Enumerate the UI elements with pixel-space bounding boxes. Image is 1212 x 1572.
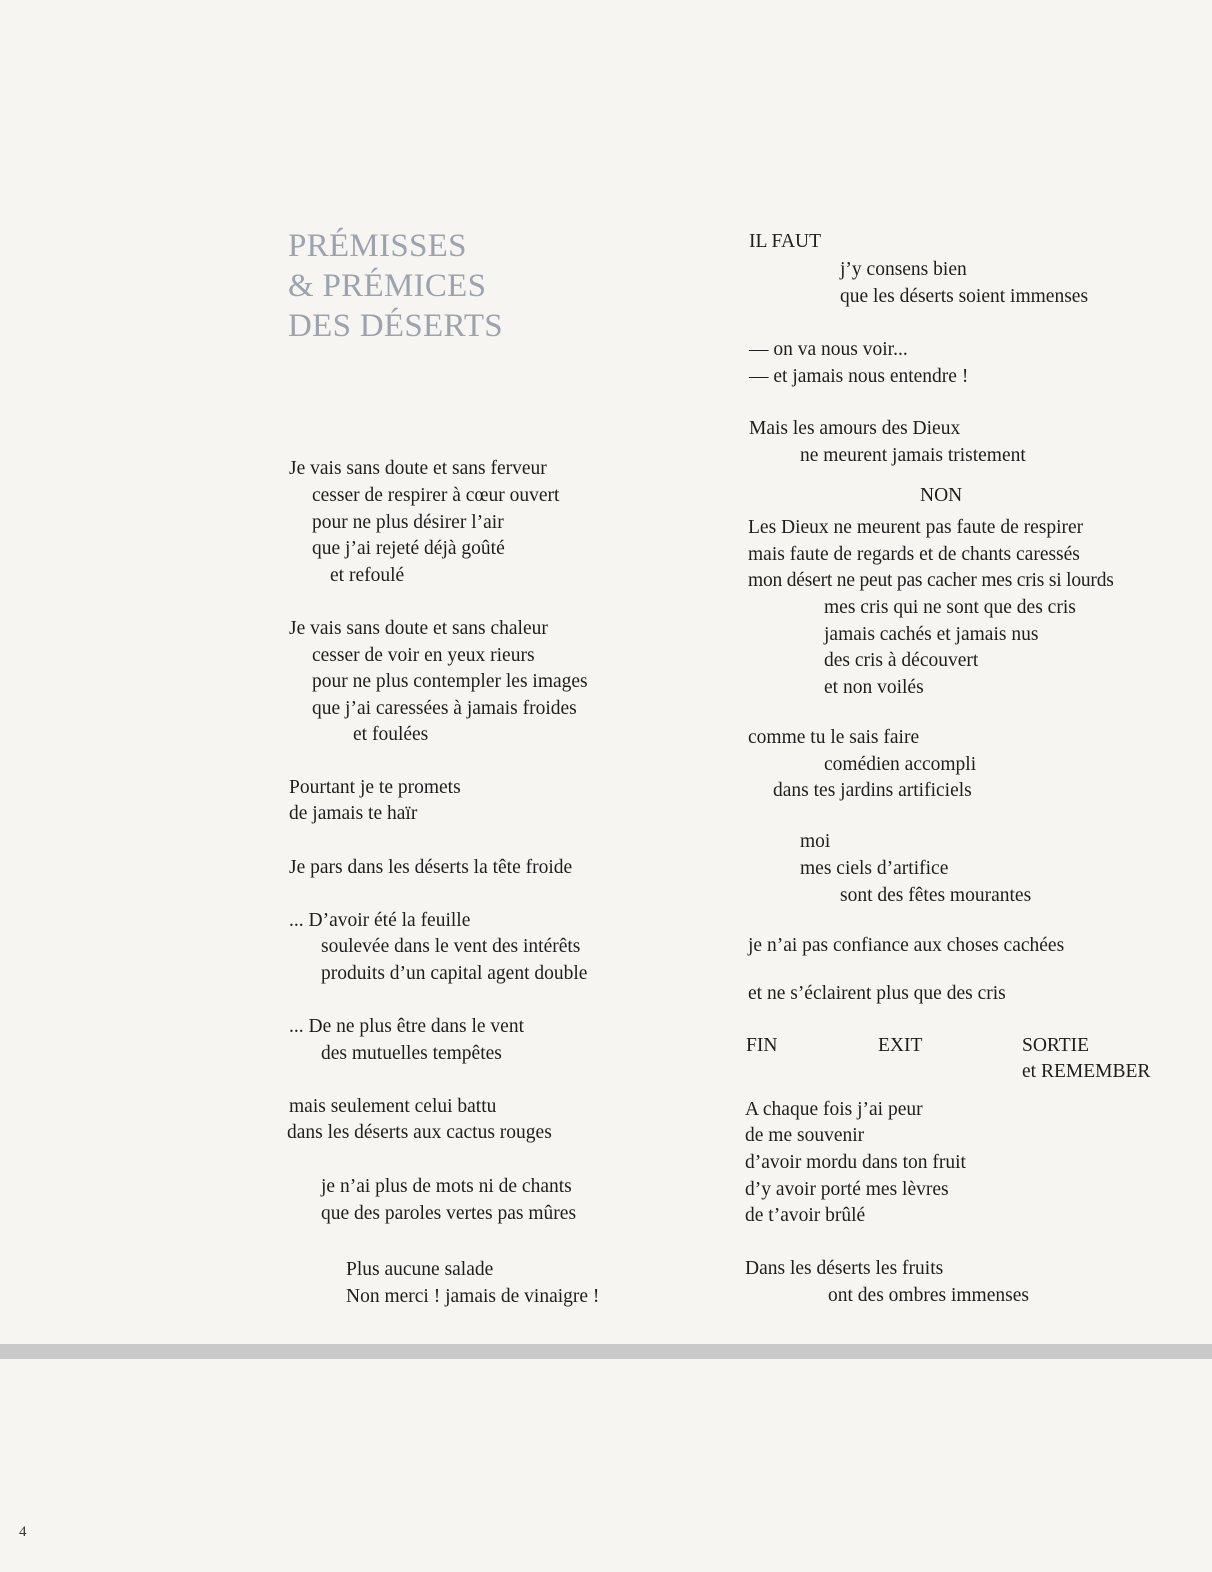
poem-line: je n’ai pas confiance aux choses cachées xyxy=(748,935,1065,956)
poem-line: soulevée dans le vent des intérêts xyxy=(321,936,581,957)
poem-line: et refoulé xyxy=(330,565,405,586)
poem-line: que les déserts soient immenses xyxy=(840,286,1089,307)
poem-line: — on va nous voir... xyxy=(749,339,908,360)
poem-line: des cris à découvert xyxy=(824,650,979,671)
poem-line: je n’ai plus de mots ni de chants xyxy=(321,1176,572,1197)
poem-line: ont des ombres immenses xyxy=(828,1285,1029,1306)
poem-line: — et jamais nous entendre ! xyxy=(749,366,969,387)
poem-line: que des paroles vertes pas mûres xyxy=(321,1203,577,1224)
title-line: & PRÉMICES xyxy=(288,268,487,304)
poem-line: comme tu le sais faire xyxy=(748,727,920,748)
poem-line: Dans les déserts les fruits xyxy=(745,1258,944,1279)
poem-line: Plus aucune salade xyxy=(346,1259,494,1280)
poem-line: que j’ai rejeté déjà goûté xyxy=(312,538,505,559)
poem-line: que j’ai caressées à jamais froides xyxy=(312,698,577,719)
poem-line: Mais les amours des Dieux xyxy=(749,418,961,439)
poem-line: et non voilés xyxy=(824,677,924,698)
poem-line: de jamais te haïr xyxy=(289,803,418,824)
title-line: PRÉMISSES xyxy=(288,228,467,264)
poem-line: FIN xyxy=(746,1035,778,1056)
poem-line: pour ne plus désirer l’air xyxy=(312,512,504,533)
poem-line: dans les déserts aux cactus rouges xyxy=(287,1122,552,1143)
poem-line: NON xyxy=(920,485,963,506)
poem-title xyxy=(288,226,503,346)
poem-line: cesser de voir en yeux rieurs xyxy=(312,645,535,666)
poem-line: mon désert ne peut pas cacher mes cris si lourds xyxy=(748,570,1114,591)
poem-line: Je vais sans doute et sans ferveur xyxy=(289,458,547,479)
poem-line: comédien accompli xyxy=(824,754,977,775)
poem-line: ne meurent jamais tristement xyxy=(800,445,1026,466)
poem-line: d’y avoir porté mes lèvres xyxy=(745,1179,949,1200)
poem-line: Je vais sans doute et sans chaleur xyxy=(289,618,548,639)
poem-line: IL FAUT xyxy=(749,231,822,252)
poem-line: mes ciels d’artifice xyxy=(800,858,949,879)
poem-line: Les Dieux ne meurent pas faute de respirer xyxy=(748,517,1084,538)
poem-line: moi xyxy=(800,831,831,852)
footer-rule xyxy=(0,1344,1212,1359)
poem-line: et ne s’éclairent plus que des cris xyxy=(748,983,1006,1004)
title-line: DES DÉSERTS xyxy=(288,308,503,344)
poem-line: ... D’avoir été la feuille xyxy=(289,910,471,931)
poem-line: de me souvenir xyxy=(745,1125,865,1146)
poem-line: produits d’un capital agent double xyxy=(321,963,588,984)
poem-line: pour ne plus contempler les images xyxy=(312,671,588,692)
poem-line: dans tes jardins artificiels xyxy=(773,780,972,801)
poem-line: Pourtant je te promets xyxy=(289,777,461,798)
poem-line: j’y consens bien xyxy=(840,259,967,280)
poem-line: mais faute de regards et de chants caressés xyxy=(748,544,1080,565)
poem-line: Je pars dans les déserts la tête froide xyxy=(289,857,573,878)
poem-line: cesser de respirer à cœur ouvert xyxy=(312,485,560,506)
poem-line: sont des fêtes mourantes xyxy=(840,885,1032,906)
poem-line: SORTIE xyxy=(1022,1035,1090,1056)
poem-line: Non merci ! jamais de vinaigre ! xyxy=(346,1286,600,1307)
poem-line: A chaque fois j’ai peur xyxy=(745,1099,923,1120)
poem-line: et REMEMBER xyxy=(1022,1061,1151,1082)
poem-line: de t’avoir brûlé xyxy=(745,1205,866,1226)
poem-line: d’avoir mordu dans ton fruit xyxy=(745,1152,966,1173)
poem-line: des mutuelles tempêtes xyxy=(321,1043,502,1064)
poem-line: jamais cachés et jamais nus xyxy=(824,624,1039,645)
poem-line: EXIT xyxy=(878,1035,923,1056)
page-number: 4 xyxy=(19,1524,27,1540)
poem-line: mes cris qui ne sont que des cris xyxy=(824,597,1076,618)
poem-line: ... De ne plus être dans le vent xyxy=(289,1016,525,1037)
poem-line: mais seulement celui battu xyxy=(289,1096,497,1117)
poem-line: et foulées xyxy=(353,724,429,745)
